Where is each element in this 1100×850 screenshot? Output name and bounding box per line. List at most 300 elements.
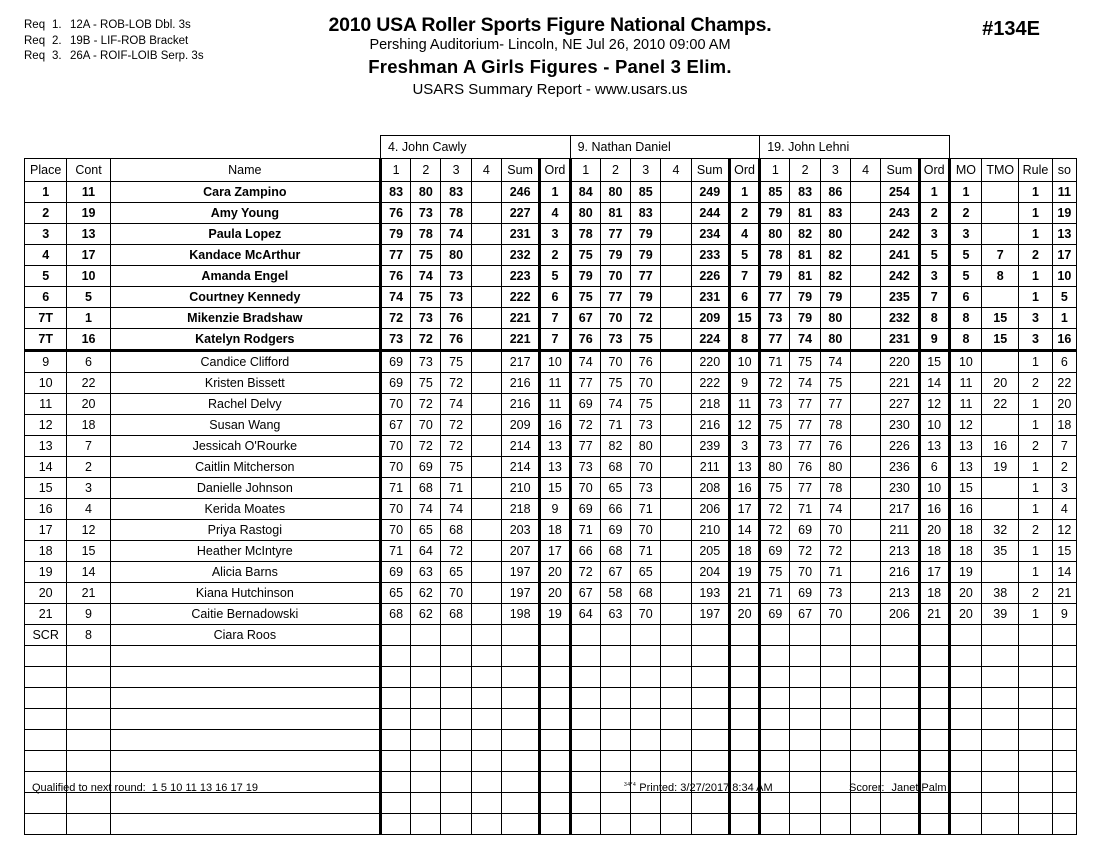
cell-mo: 1 [949,182,981,203]
cell-fig1-j2: 70 [570,478,600,499]
cell-ord-j2: 4 [729,224,759,245]
cell-cont: 4 [67,499,110,520]
cell-fig2-j3 [790,646,820,667]
cell-fig4-j3 [850,224,880,245]
cell-fig4-j1 [471,182,501,203]
cell-mo: 3 [949,224,981,245]
cell-sum-j2 [691,646,729,667]
cell-tmo [982,709,1019,730]
table-row[interactable] [25,373,1077,394]
table-row[interactable] [25,266,1077,287]
cell-fig4-j2 [661,373,691,394]
cell-fig2-j2: 66 [600,499,630,520]
cell-rule: 1 [1019,224,1052,245]
cell-fig1-j1: 76 [380,266,410,287]
cell-fig3-j2: 70 [631,373,661,394]
scorer-name: Janet Palm [891,782,947,794]
cell-fig3-j3 [820,667,850,688]
cell-fig3-j3: 73 [820,583,850,604]
cell-place: 14 [25,457,67,478]
cell-fig3-j2: 79 [631,287,661,308]
cell-fig1-j1 [380,688,410,709]
table-row[interactable] [25,329,1077,351]
cell-so: 9 [1052,604,1076,625]
cell-so: 15 [1052,541,1076,562]
cell-fig4-j2 [661,415,691,436]
cell-fig4-j2 [661,541,691,562]
cell-fig2-j1: 75 [411,287,441,308]
cell-fig3-j2: 70 [631,457,661,478]
title-block [0,14,1100,100]
cell-fig3-j2 [631,688,661,709]
cell-fig2-j3 [790,814,820,835]
cell-name: Courtney Kennedy [110,287,380,308]
cell-fig3-j3: 80 [820,457,850,478]
cell-ord-j1: 7 [540,329,570,351]
cell-fig4-j1 [471,415,501,436]
cell-fig3-j1: 68 [441,604,471,625]
table-row-empty[interactable] [25,730,1077,751]
cell-sum-j2: 222 [691,373,729,394]
cell-fig4-j3 [850,308,880,329]
cell-fig1-j3 [760,688,790,709]
cell-fig1-j1: 69 [380,562,410,583]
column-header-sum-j1: Sum [501,159,539,182]
cell-fig2-j1: 68 [411,478,441,499]
cell-rule: 1 [1019,266,1052,287]
cell-fig3-j1: 68 [441,520,471,541]
requirement-label: Req [24,19,46,31]
cell-fig2-j3: 77 [790,394,820,415]
cell-fig3-j1: 72 [441,541,471,562]
cell-ord-j3: 10 [919,415,949,436]
document-footer [24,782,1077,798]
cell-fig2-j3: 74 [790,373,820,394]
cell-ord-j3 [919,709,949,730]
judge-banner-row [25,136,1077,159]
cell-cont [67,667,110,688]
cell-place: 16 [25,499,67,520]
cell-sum-j3: 221 [881,373,919,394]
cell-fig4-j3 [850,203,880,224]
cell-fig4-j1 [471,709,501,730]
table-row[interactable] [25,182,1077,203]
cell-fig3-j1: 73 [441,266,471,287]
cell-rule: 1 [1019,604,1052,625]
cell-so: 12 [1052,520,1076,541]
cell-fig1-j1 [380,625,410,646]
cell-fig1-j1: 70 [380,394,410,415]
table-row[interactable] [25,245,1077,266]
cell-ord-j1: 11 [540,373,570,394]
cell-place [25,730,67,751]
cell-fig4-j3 [850,667,880,688]
print-superscript: 34*4 [624,782,637,789]
table-row[interactable] [25,351,1077,373]
cell-name: Alicia Barns [110,562,380,583]
cell-fig2-j3: 69 [790,583,820,604]
cell-name: Priya Rastogi [110,520,380,541]
cell-fig1-j3: 69 [760,604,790,625]
cell-fig1-j2 [570,625,600,646]
cell-tmo [982,751,1019,772]
cell-sum-j1 [501,751,539,772]
cell-fig2-j2: 65 [600,478,630,499]
table-row-empty[interactable] [25,667,1077,688]
cell-cont [67,814,110,835]
cell-sum-j2 [691,730,729,751]
cell-rule [1019,688,1052,709]
cell-place: 2 [25,203,67,224]
cell-fig3-j2: 83 [631,203,661,224]
cell-cont: 15 [67,541,110,562]
cell-fig3-j3: 86 [820,182,850,203]
cell-fig3-j1 [441,730,471,751]
cell-sum-j2 [691,751,729,772]
cell-fig1-j1: 69 [380,373,410,394]
cell-fig3-j3: 75 [820,373,850,394]
cell-fig3-j2: 79 [631,224,661,245]
cell-fig4-j2 [661,646,691,667]
cell-fig2-j2: 63 [600,604,630,625]
table-row[interactable] [25,541,1077,562]
cell-so: 7 [1052,436,1076,457]
cell-cont: 21 [67,583,110,604]
column-header-fig2-j1: 2 [411,159,441,182]
cell-fig4-j1 [471,730,501,751]
cell-fig3-j1: 72 [441,436,471,457]
cell-fig2-j1 [411,625,441,646]
cell-cont: 20 [67,394,110,415]
cell-place: 9 [25,351,67,373]
cell-fig1-j2: 67 [570,308,600,329]
requirement-text: 19B - LIF-ROB Bracket [70,34,189,47]
cell-so: 20 [1052,394,1076,415]
cell-fig1-j3: 72 [760,520,790,541]
cell-fig2-j1: 75 [411,245,441,266]
cell-sum-j1 [501,730,539,751]
cell-mo: 11 [949,373,981,394]
cell-sum-j3: 230 [881,478,919,499]
cell-cont: 7 [67,436,110,457]
cell-sum-j2: 206 [691,499,729,520]
cell-ord-j1: 5 [540,266,570,287]
cell-fig2-j2 [600,646,630,667]
cell-ord-j3 [919,667,949,688]
cell-ord-j1 [540,667,570,688]
table-row[interactable] [25,224,1077,245]
table-row[interactable] [25,604,1077,625]
cell-name: Danielle Johnson [110,478,380,499]
requirement-label: Req [24,34,46,47]
column-header-sum-j3: Sum [881,159,919,182]
cell-fig1-j3: 80 [760,224,790,245]
cell-cont: 1 [67,308,110,329]
cell-sum-j3: 230 [881,415,919,436]
cell-sum-j1: 214 [501,457,539,478]
column-header-rule: Rule [1019,159,1052,182]
cell-sum-j3 [881,688,919,709]
cell-sum-j2: 209 [691,308,729,329]
cell-tmo [982,478,1019,499]
cell-fig3-j1: 75 [441,351,471,373]
cell-fig1-j3: 71 [760,351,790,373]
column-header-fig4-j3: 4 [850,159,880,182]
cell-so [1052,730,1076,751]
cell-fig2-j1: 72 [411,329,441,351]
cell-fig4-j3 [850,329,880,351]
cell-fig3-j1: 74 [441,224,471,245]
cell-fig3-j2: 75 [631,394,661,415]
cell-sum-j3 [881,709,919,730]
table-row[interactable] [25,203,1077,224]
cell-sum-j1: 231 [501,224,539,245]
cell-fig2-j3: 76 [790,457,820,478]
cell-cont: 8 [67,625,110,646]
table-row[interactable] [25,287,1077,308]
table-row-empty[interactable] [25,688,1077,709]
cell-fig1-j2: 84 [570,182,600,203]
column-header-fig1-j2: 1 [570,159,600,182]
cell-fig3-j2: 76 [631,351,661,373]
cell-ord-j1 [540,751,570,772]
cell-tmo [982,625,1019,646]
cell-sum-j3: 242 [881,224,919,245]
cell-fig2-j3: 79 [790,308,820,329]
cell-fig2-j1: 72 [411,436,441,457]
cell-fig1-j1 [380,709,410,730]
cell-cont: 11 [67,182,110,203]
cell-place: 15 [25,478,67,499]
cell-sum-j3: 213 [881,541,919,562]
cell-name: Kristen Bissett [110,373,380,394]
cell-sum-j3: 232 [881,308,919,329]
cell-ord-j2: 21 [729,583,759,604]
cell-cont: 12 [67,520,110,541]
document-header [0,0,1100,128]
cell-fig1-j1: 83 [380,182,410,203]
cell-ord-j3: 6 [919,457,949,478]
cell-fig4-j1 [471,646,501,667]
cell-fig2-j3: 82 [790,224,820,245]
report-title: 2010 USA Roller Sports Figure National Champs. [328,14,772,36]
cell-fig4-j2 [661,394,691,415]
cell-place: 7T [25,329,67,351]
cell-sum-j2: 224 [691,329,729,351]
cell-rule [1019,730,1052,751]
cell-fig4-j2 [661,478,691,499]
table-row[interactable] [25,457,1077,478]
cell-sum-j3 [881,625,919,646]
cell-fig1-j3: 78 [760,245,790,266]
cell-fig2-j3: 67 [790,604,820,625]
cell-fig4-j1 [471,604,501,625]
cell-fig4-j3 [850,478,880,499]
cell-place: 20 [25,583,67,604]
cell-ord-j1: 10 [540,351,570,373]
cell-fig4-j2 [661,266,691,287]
cell-fig2-j1: 78 [411,224,441,245]
cell-fig2-j3: 75 [790,351,820,373]
cell-fig3-j3 [820,688,850,709]
cell-place [25,814,67,835]
cell-fig4-j3 [850,688,880,709]
cell-sum-j3: 231 [881,329,919,351]
cell-fig4-j3 [850,266,880,287]
cell-ord-j3: 20 [919,520,949,541]
cell-cont: 6 [67,351,110,373]
cell-fig1-j3 [760,730,790,751]
table-row-empty[interactable] [25,751,1077,772]
cell-fig1-j3: 72 [760,499,790,520]
table-row-empty[interactable] [25,646,1077,667]
cell-name [110,709,380,730]
cell-mo: 18 [949,520,981,541]
cell-ord-j2: 5 [729,245,759,266]
cell-so [1052,667,1076,688]
cell-fig1-j3: 73 [760,394,790,415]
cell-tmo: 8 [982,266,1019,287]
cell-place: 11 [25,394,67,415]
cell-fig2-j2: 68 [600,457,630,478]
cell-fig3-j3: 77 [820,394,850,415]
cell-rule [1019,814,1052,835]
cell-fig3-j1: 76 [441,329,471,351]
cell-fig4-j3 [850,182,880,203]
cell-sum-j2: 249 [691,182,729,203]
cell-name: Amy Young [110,203,380,224]
cell-fig4-j1 [471,245,501,266]
cell-so [1052,814,1076,835]
judge-name-2: 9. Nathan Daniel [570,136,760,159]
cell-tmo: 32 [982,520,1019,541]
cell-fig2-j2 [600,814,630,835]
cell-sum-j2: 233 [691,245,729,266]
table-row[interactable] [25,436,1077,457]
table-row[interactable] [25,520,1077,541]
cell-sum-j1: 197 [501,562,539,583]
cell-fig1-j3: 71 [760,583,790,604]
cell-ord-j1: 9 [540,499,570,520]
table-row-empty[interactable] [25,814,1077,835]
cell-fig4-j1 [471,457,501,478]
cell-fig2-j1: 80 [411,182,441,203]
cell-fig1-j3: 75 [760,478,790,499]
cell-ord-j2 [729,667,759,688]
cell-fig1-j3 [760,814,790,835]
cell-fig1-j3: 69 [760,541,790,562]
judge-name-3: 19. John Lehni [760,136,950,159]
table-row[interactable] [25,308,1077,329]
cell-fig4-j2 [661,457,691,478]
table-row[interactable] [25,415,1077,436]
table-row[interactable] [25,478,1077,499]
cell-mo: 13 [949,436,981,457]
cell-tmo: 15 [982,329,1019,351]
cell-fig1-j2: 73 [570,457,600,478]
cell-fig4-j1 [471,751,501,772]
cell-ord-j1: 13 [540,436,570,457]
cell-rule: 1 [1019,541,1052,562]
cell-name [110,751,380,772]
cell-fig2-j2: 79 [600,245,630,266]
cell-place: 1 [25,182,67,203]
cell-so [1052,625,1076,646]
cell-place: 4 [25,245,67,266]
cell-ord-j2: 20 [729,604,759,625]
cell-fig1-j3 [760,667,790,688]
cell-fig2-j1: 64 [411,541,441,562]
table-row-empty[interactable] [25,709,1077,730]
judge-name-1: 4. John Cawly [380,136,570,159]
cell-fig2-j3: 70 [790,562,820,583]
cell-fig1-j3: 80 [760,457,790,478]
cell-fig1-j1 [380,667,410,688]
event-number-badge: #134E [982,18,1040,40]
cell-fig3-j3: 78 [820,478,850,499]
cell-sum-j1 [501,667,539,688]
column-header-fig2-j3: 2 [790,159,820,182]
cell-cont [67,751,110,772]
cell-sum-j3 [881,751,919,772]
cell-tmo: 7 [982,245,1019,266]
table-row[interactable] [25,394,1077,415]
cell-fig3-j1: 65 [441,562,471,583]
cell-sum-j3: 216 [881,562,919,583]
cell-fig4-j2 [661,203,691,224]
table-row[interactable] [25,499,1077,520]
cell-tmo [982,499,1019,520]
cell-fig4-j1 [471,667,501,688]
cell-fig3-j3: 80 [820,329,850,351]
cell-sum-j3: 217 [881,499,919,520]
cell-rule: 1 [1019,457,1052,478]
cell-place: 18 [25,541,67,562]
cell-fig2-j2: 81 [600,203,630,224]
cell-cont: 13 [67,224,110,245]
cell-tmo: 19 [982,457,1019,478]
cell-ord-j1: 17 [540,541,570,562]
cell-rule [1019,709,1052,730]
cell-fig4-j3 [850,373,880,394]
cell-fig3-j3 [820,646,850,667]
table-row[interactable] [25,625,1077,646]
cell-rule: 2 [1019,436,1052,457]
cell-sum-j1 [501,646,539,667]
cell-fig2-j1: 63 [411,562,441,583]
cell-mo: 11 [949,394,981,415]
cell-fig3-j2 [631,646,661,667]
qualified-numbers: 1 5 10 11 13 16 17 19 [151,782,258,794]
cell-sum-j1: 214 [501,436,539,457]
cell-ord-j2: 3 [729,436,759,457]
cell-fig2-j1: 73 [411,308,441,329]
cell-sum-j1: 227 [501,203,539,224]
requirement-label: Req [24,50,46,62]
cell-fig2-j1: 62 [411,583,441,604]
table-row[interactable] [25,562,1077,583]
requirement-number: 3. [52,50,62,62]
cell-fig3-j3: 70 [820,520,850,541]
cell-fig3-j2: 85 [631,182,661,203]
cell-fig1-j1: 68 [380,604,410,625]
table-row[interactable] [25,583,1077,604]
cell-so: 5 [1052,287,1076,308]
cell-fig4-j1 [471,329,501,351]
cell-name: Katelyn Rodgers [110,329,380,351]
cell-fig4-j1 [471,478,501,499]
cell-fig1-j2 [570,688,600,709]
